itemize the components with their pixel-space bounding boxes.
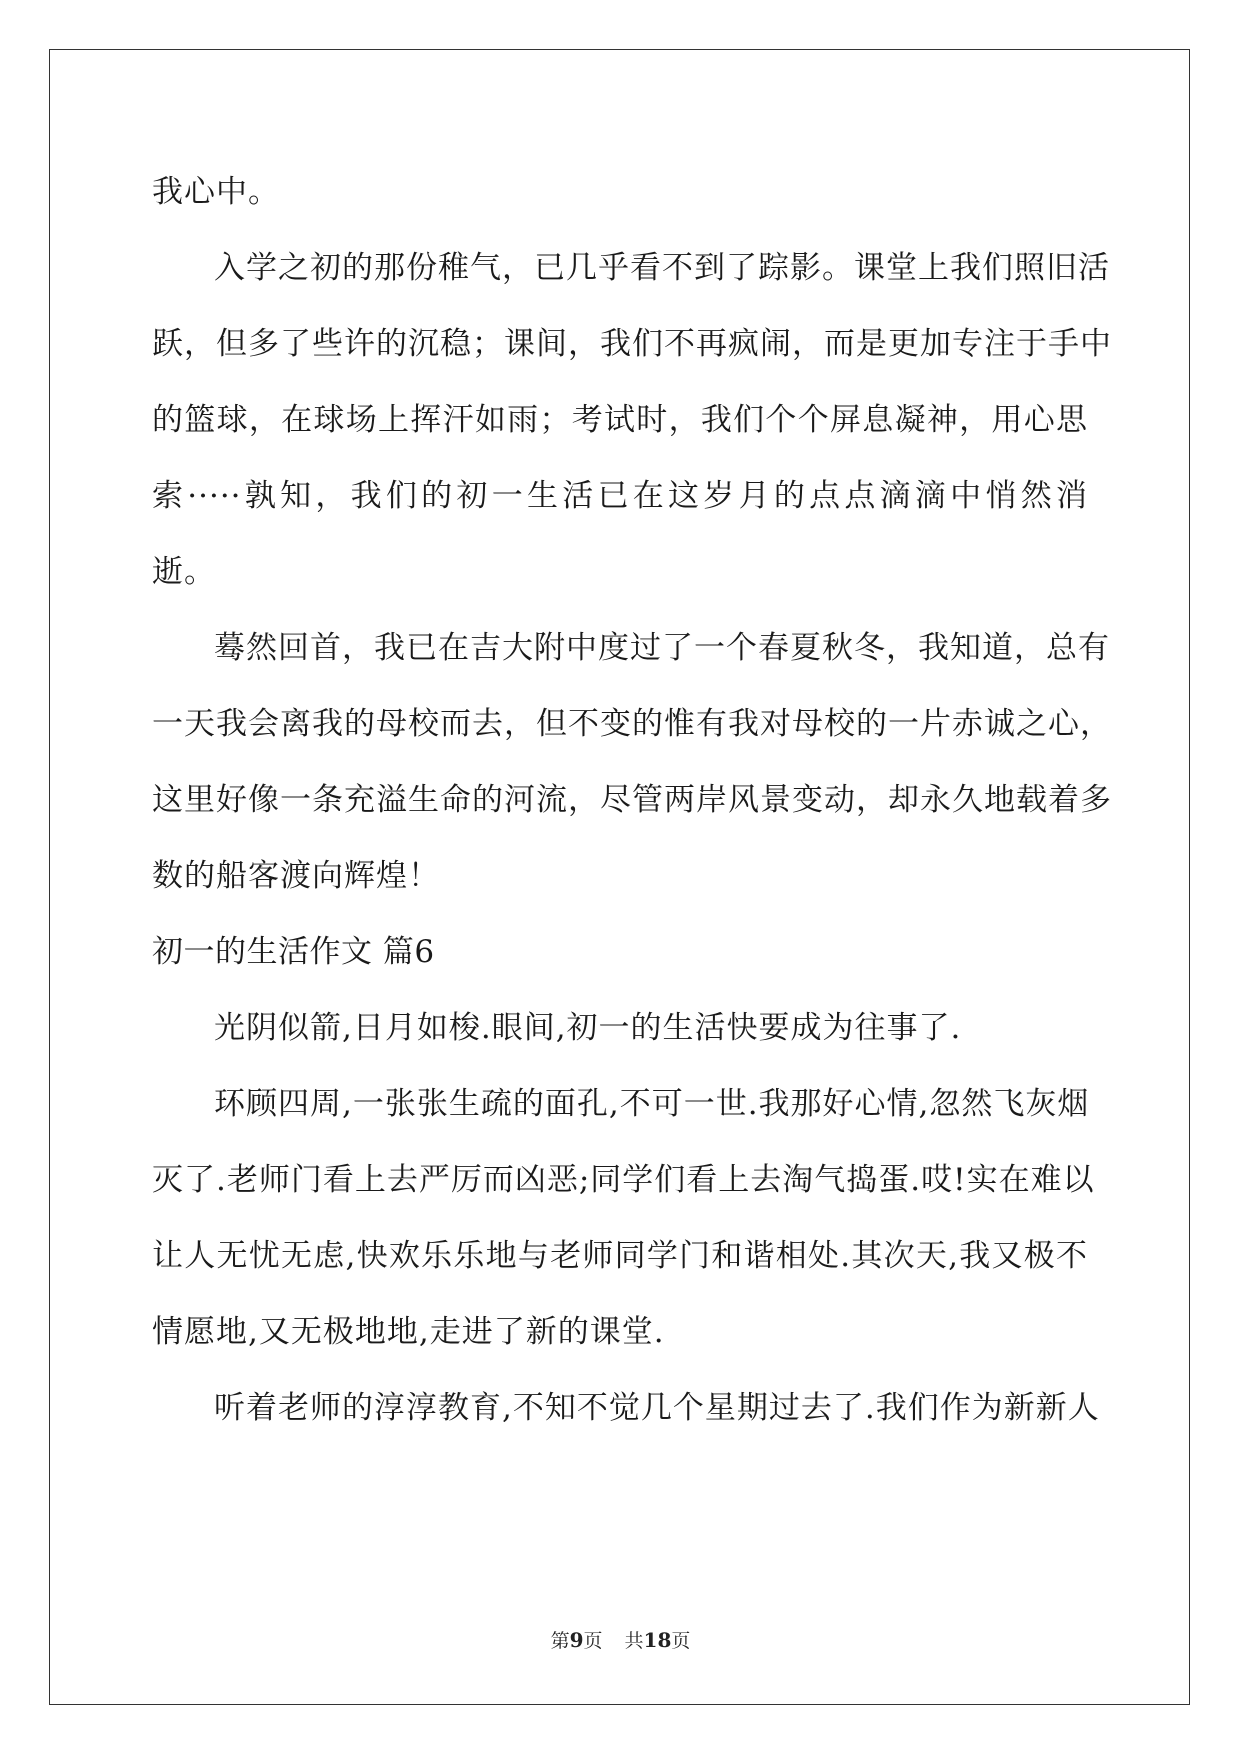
page-prefix: 第 xyxy=(550,1630,570,1652)
page-number: 9 xyxy=(569,1628,584,1652)
paragraph-line: 逝。 xyxy=(152,554,216,590)
paragraph-line: 入学之初的那份稚气，已几乎看不到了踪影。课堂上我们照旧活 xyxy=(214,250,1110,286)
paragraph-line: 索·····孰知，我们的初一生活已在这岁月的点点滴滴中悄然消 xyxy=(152,478,1088,514)
section-heading: 初一的生活作文 篇6 xyxy=(152,934,435,970)
paragraph-line: 光阴似箭,日月如梭.眼间,初一的生活快要成为往事了. xyxy=(214,1010,962,1046)
document-body xyxy=(152,160,1112,1452)
paragraph-line: 跃，但多了些许的沉稳；课间，我们不再疯闹，而是更加专注于手中 xyxy=(152,326,1112,362)
paragraph-line: 一天我会离我的母校而去，但不变的惟有我对母校的一片赤诚之心， xyxy=(152,706,1112,742)
page-footer xyxy=(0,1626,1241,1653)
paragraph-line: 灭了.老师门看上去严厉而凶恶;同学们看上去淘气捣蛋.哎!实在难以 xyxy=(152,1162,1095,1198)
paragraph-line: 让人无忧无虑,快欢乐乐地与老师同学门和谐相处.其次天,我又极不 xyxy=(152,1238,1088,1274)
paragraph-line: 这里好像一条充溢生命的河流，尽管两岸风景变动，却永久地载着多 xyxy=(152,782,1112,818)
total-pages: 18 xyxy=(643,1628,672,1652)
paragraph-line: 情愿地,又无极地地,走进了新的课堂. xyxy=(152,1314,665,1350)
paragraph-line: 蓦然回首，我已在吉大附中度过了一个春夏秋冬，我知道，总有 xyxy=(214,630,1110,666)
paragraph-line: 的篮球，在球场上挥汗如雨；考试时，我们个个屏息凝神，用心思 xyxy=(152,402,1088,438)
total-suffix: 页 xyxy=(671,1630,691,1652)
paragraph-line: 我心中。 xyxy=(152,174,280,210)
page-suffix: 页 xyxy=(583,1630,603,1652)
paragraph-line: 环顾四周,一张张生疏的面孔,不可一世.我那好心情,忽然飞灰烟 xyxy=(214,1086,1090,1122)
total-prefix: 共 xyxy=(624,1630,644,1652)
paragraph-line: 听着老师的淳淳教育,不知不觉几个星期过去了.我们作为新新人 xyxy=(214,1390,1100,1426)
paragraph-line: 数的船客渡向辉煌！ xyxy=(152,858,440,894)
